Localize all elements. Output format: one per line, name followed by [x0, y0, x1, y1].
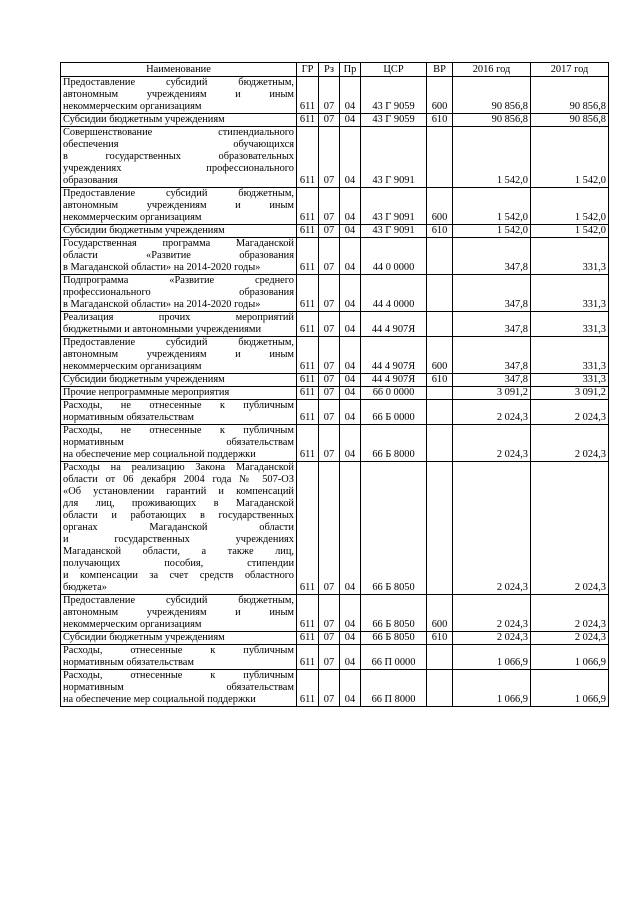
row-pr: 04 [340, 400, 361, 425]
table-row [61, 400, 609, 425]
row-gr: 611 [297, 114, 319, 127]
row-amount-2017: 1 542,0 [531, 127, 609, 188]
row-amount-2016: 347,8 [453, 312, 531, 337]
row-name-line: образования [63, 175, 118, 186]
row-name-cell [61, 337, 297, 374]
row-name-line: нормативным обязательствам [63, 437, 294, 448]
row-pr: 04 [340, 337, 361, 374]
row-name-line: Магаданской области, а также лиц, [63, 546, 294, 557]
row-rz: 07 [319, 425, 340, 462]
row-name-line: некоммерческим организациям [63, 212, 202, 223]
row-pr: 04 [340, 127, 361, 188]
row-vr: 610 [427, 225, 453, 238]
row-name-cell [61, 645, 297, 670]
row-name-line: на обеспечение мер социальной поддержки [63, 694, 256, 705]
row-gr: 611 [297, 374, 319, 387]
row-amount-2017: 1 542,0 [531, 225, 609, 238]
table-row [61, 238, 609, 275]
table-row [61, 188, 609, 225]
row-name-cell [61, 387, 297, 400]
table-row [61, 387, 609, 400]
row-amount-2016: 2 024,3 [453, 400, 531, 425]
row-vr: 600 [427, 595, 453, 632]
table-row [61, 275, 609, 312]
row-vr [427, 462, 453, 595]
row-rz: 07 [319, 114, 340, 127]
row-amount-2016: 347,8 [453, 337, 531, 374]
row-name-cell [61, 595, 297, 632]
row-rz: 07 [319, 225, 340, 238]
row-vr [427, 127, 453, 188]
row-name-line: Предоставление субсидий бюджетным, [63, 337, 294, 348]
row-pr: 04 [340, 462, 361, 595]
row-gr: 611 [297, 127, 319, 188]
row-name-line: Подпрограмма «Развитие среднего [63, 275, 294, 286]
row-vr: 610 [427, 114, 453, 127]
row-amount-2016: 1 542,0 [453, 127, 531, 188]
row-vr [427, 312, 453, 337]
row-csr: 66 П 0000 [361, 645, 427, 670]
row-amount-2017: 331,3 [531, 238, 609, 275]
header-csr: ЦСР [361, 63, 427, 77]
row-amount-2016: 1 542,0 [453, 225, 531, 238]
row-pr: 04 [340, 188, 361, 225]
row-rz: 07 [319, 595, 340, 632]
row-name-line: области «Развитие образования [63, 250, 294, 261]
row-name-line: Расходы, отнесенные к публичным [63, 645, 294, 656]
row-csr: 66 Б 0000 [361, 400, 427, 425]
row-rz: 07 [319, 400, 340, 425]
row-name-line: некоммерческим организациям [63, 101, 202, 112]
row-name-cell [61, 225, 297, 238]
row-name-line: Расходы, не отнесенные к публичным [63, 425, 294, 436]
row-name-line: бюджетными и автономными учреждениями [63, 324, 262, 335]
row-pr: 04 [340, 670, 361, 707]
row-name-cell [61, 670, 297, 707]
row-amount-2016: 1 066,9 [453, 645, 531, 670]
row-name-line: для лиц, проживающих в Магаданской [63, 498, 294, 509]
row-gr: 611 [297, 645, 319, 670]
row-name-line: Предоставление субсидий бюджетным, [63, 77, 294, 88]
row-csr: 66 Б 8050 [361, 595, 427, 632]
row-pr: 04 [340, 312, 361, 337]
row-name-cell [61, 400, 297, 425]
header-pr: Пр [340, 63, 361, 77]
row-name-line: Прочие непрограммные мероприятия [63, 387, 230, 398]
row-name-line: получающих пособия, стипендии [63, 558, 294, 569]
row-vr: 600 [427, 337, 453, 374]
row-amount-2017: 331,3 [531, 337, 609, 374]
row-amount-2017: 90 856,8 [531, 77, 609, 114]
row-csr: 66 Б 8000 [361, 425, 427, 462]
row-name-line: в Магаданской области» на 2014-2020 годы» [63, 262, 261, 273]
row-rz: 07 [319, 77, 340, 114]
row-csr: 43 Г 9091 [361, 127, 427, 188]
row-amount-2017: 331,3 [531, 275, 609, 312]
row-csr: 66 Б 8050 [361, 632, 427, 645]
row-amount-2017: 2 024,3 [531, 462, 609, 595]
row-name-cell [61, 114, 297, 127]
row-name-line: Расходы на реализацию Закона Магаданской [63, 462, 294, 473]
row-rz: 07 [319, 337, 340, 374]
row-name-line: Совершенствование стипендиального [63, 127, 294, 138]
row-csr: 43 Г 9091 [361, 225, 427, 238]
row-gr: 611 [297, 312, 319, 337]
row-csr: 44 0 0000 [361, 238, 427, 275]
row-rz: 07 [319, 127, 340, 188]
row-amount-2016: 2 024,3 [453, 595, 531, 632]
row-gr: 611 [297, 188, 319, 225]
header-name: Наименование [61, 63, 297, 77]
budget-table [60, 62, 609, 707]
row-name-line: Субсидии бюджетным учреждениям [63, 114, 225, 125]
row-vr [427, 400, 453, 425]
row-pr: 04 [340, 632, 361, 645]
row-amount-2017: 3 091,2 [531, 387, 609, 400]
row-name-line: профессионального образования [63, 287, 294, 298]
row-pr: 04 [340, 225, 361, 238]
table-row [61, 225, 609, 238]
row-amount-2016: 90 856,8 [453, 77, 531, 114]
row-name-line: в Магаданской области» на 2014-2020 годы» [63, 299, 261, 310]
row-amount-2017: 331,3 [531, 312, 609, 337]
row-name-line: Государственная программа Магаданской [63, 238, 294, 249]
row-name-line: нормативным обязательствам [63, 657, 194, 668]
row-rz: 07 [319, 188, 340, 225]
row-name-line: нормативным обязательствам [63, 412, 194, 423]
row-amount-2017: 1 066,9 [531, 670, 609, 707]
row-pr: 04 [340, 238, 361, 275]
row-vr [427, 670, 453, 707]
row-pr: 04 [340, 77, 361, 114]
row-name-line: Расходы, отнесенные к публичным [63, 670, 294, 681]
row-gr: 611 [297, 337, 319, 374]
table-row [61, 77, 609, 114]
row-csr: 43 Г 9059 [361, 114, 427, 127]
row-name-cell [61, 374, 297, 387]
row-amount-2017: 2 024,3 [531, 632, 609, 645]
row-name-cell [61, 312, 297, 337]
table-row [61, 374, 609, 387]
row-pr: 04 [340, 114, 361, 127]
row-pr: 04 [340, 645, 361, 670]
row-gr: 611 [297, 387, 319, 400]
table-row [61, 595, 609, 632]
row-pr: 04 [340, 387, 361, 400]
row-name-line: Субсидии бюджетным учреждениям [63, 225, 225, 236]
header-gr: ГР [297, 63, 319, 77]
header-2016: 2016 год [453, 63, 531, 77]
row-name-line: области и работающих в государственных [63, 510, 294, 521]
row-amount-2016: 1 542,0 [453, 188, 531, 225]
row-name-cell [61, 238, 297, 275]
row-rz: 07 [319, 374, 340, 387]
row-gr: 611 [297, 425, 319, 462]
row-pr: 04 [340, 374, 361, 387]
table-header-row [61, 63, 609, 77]
header-vr: ВР [427, 63, 453, 77]
row-amount-2017: 331,3 [531, 374, 609, 387]
table-row [61, 337, 609, 374]
row-csr: 44 4 907Я [361, 312, 427, 337]
row-vr: 600 [427, 188, 453, 225]
row-amount-2017: 90 856,8 [531, 114, 609, 127]
table-row [61, 462, 609, 595]
row-name-line: органах Магаданской области [63, 522, 294, 533]
row-rz: 07 [319, 670, 340, 707]
row-name-line: Предоставление субсидий бюджетным, [63, 188, 294, 199]
row-amount-2016: 2 024,3 [453, 462, 531, 595]
row-rz: 07 [319, 312, 340, 337]
row-name-line: «Об установлении гарантий и компенсаций [63, 486, 294, 497]
row-vr [427, 425, 453, 462]
row-vr [427, 275, 453, 312]
row-rz: 07 [319, 462, 340, 595]
row-amount-2017: 2 024,3 [531, 595, 609, 632]
row-csr: 43 Г 9091 [361, 188, 427, 225]
row-name-cell [61, 188, 297, 225]
row-name-cell [61, 462, 297, 595]
row-gr: 611 [297, 595, 319, 632]
row-name-line: автономным учреждениям и иным [63, 349, 294, 360]
row-rz: 07 [319, 632, 340, 645]
header-rz: Рз [319, 63, 340, 77]
row-name-line: на обеспечение мер социальной поддержки [63, 449, 256, 460]
row-amount-2016: 3 091,2 [453, 387, 531, 400]
row-amount-2016: 347,8 [453, 275, 531, 312]
row-name-line: области от 06 декабря 2004 года № 507-ОЗ [63, 474, 294, 485]
row-name-line: Реализация прочих мероприятий [63, 312, 294, 323]
row-rz: 07 [319, 238, 340, 275]
row-name-line: Расходы, не отнесенные к публичным [63, 400, 294, 411]
row-name-line: и государственных учреждениях [63, 534, 294, 545]
row-name-line: обеспечения обучающихся [63, 139, 294, 150]
row-amount-2016: 347,8 [453, 238, 531, 275]
row-csr: 44 4 907Я [361, 337, 427, 374]
table-row [61, 312, 609, 337]
row-gr: 611 [297, 400, 319, 425]
row-amount-2016: 90 856,8 [453, 114, 531, 127]
row-name-cell [61, 127, 297, 188]
row-amount-2016: 2 024,3 [453, 425, 531, 462]
row-pr: 04 [340, 595, 361, 632]
row-pr: 04 [340, 275, 361, 312]
row-name-cell [61, 275, 297, 312]
row-rz: 07 [319, 645, 340, 670]
row-vr [427, 387, 453, 400]
row-csr: 66 0 0000 [361, 387, 427, 400]
table-row [61, 632, 609, 645]
row-name-line: автономным учреждениям и иным [63, 89, 294, 100]
row-amount-2016: 2 024,3 [453, 632, 531, 645]
row-gr: 611 [297, 462, 319, 595]
row-csr: 66 Б 8050 [361, 462, 427, 595]
row-gr: 611 [297, 632, 319, 645]
row-name-line: учреждениях профессионального [63, 163, 294, 174]
row-amount-2017: 1 542,0 [531, 188, 609, 225]
row-vr [427, 238, 453, 275]
row-vr [427, 645, 453, 670]
row-name-line: некоммерческим организациям [63, 361, 202, 372]
row-amount-2017: 2 024,3 [531, 400, 609, 425]
row-gr: 611 [297, 238, 319, 275]
row-amount-2017: 2 024,3 [531, 425, 609, 462]
row-csr: 43 Г 9059 [361, 77, 427, 114]
row-vr: 610 [427, 374, 453, 387]
row-name-line: Субсидии бюджетным учреждениям [63, 374, 225, 385]
row-vr: 610 [427, 632, 453, 645]
row-name-line: Субсидии бюджетным учреждениям [63, 632, 225, 643]
row-name-line: некоммерческим организациям [63, 619, 202, 630]
row-amount-2016: 1 066,9 [453, 670, 531, 707]
header-2017: 2017 год [531, 63, 609, 77]
row-name-line: бюджета» [63, 582, 107, 593]
row-gr: 611 [297, 77, 319, 114]
row-vr: 600 [427, 77, 453, 114]
row-csr: 44 4 0000 [361, 275, 427, 312]
row-csr: 44 4 907Я [361, 374, 427, 387]
row-name-line: автономным учреждениям и иным [63, 200, 294, 211]
row-name-line: и компенсации за счет средств областного [63, 570, 294, 581]
row-gr: 611 [297, 670, 319, 707]
row-gr: 611 [297, 225, 319, 238]
row-amount-2016: 347,8 [453, 374, 531, 387]
table-row [61, 114, 609, 127]
row-name-line: Предоставление субсидий бюджетным, [63, 595, 294, 606]
row-name-cell [61, 632, 297, 645]
row-csr: 66 П 8000 [361, 670, 427, 707]
row-name-cell [61, 425, 297, 462]
table-row [61, 670, 609, 707]
row-pr: 04 [340, 425, 361, 462]
table-row [61, 645, 609, 670]
row-amount-2017: 1 066,9 [531, 645, 609, 670]
row-gr: 611 [297, 275, 319, 312]
table-row [61, 127, 609, 188]
table-row [61, 425, 609, 462]
row-name-cell [61, 77, 297, 114]
table-body [61, 77, 609, 707]
row-rz: 07 [319, 387, 340, 400]
row-rz: 07 [319, 275, 340, 312]
row-name-line: автономным учреждениям и иным [63, 607, 294, 618]
row-name-line: нормативным обязательствам [63, 682, 294, 693]
row-name-line: в государственных образовательных [63, 151, 294, 162]
